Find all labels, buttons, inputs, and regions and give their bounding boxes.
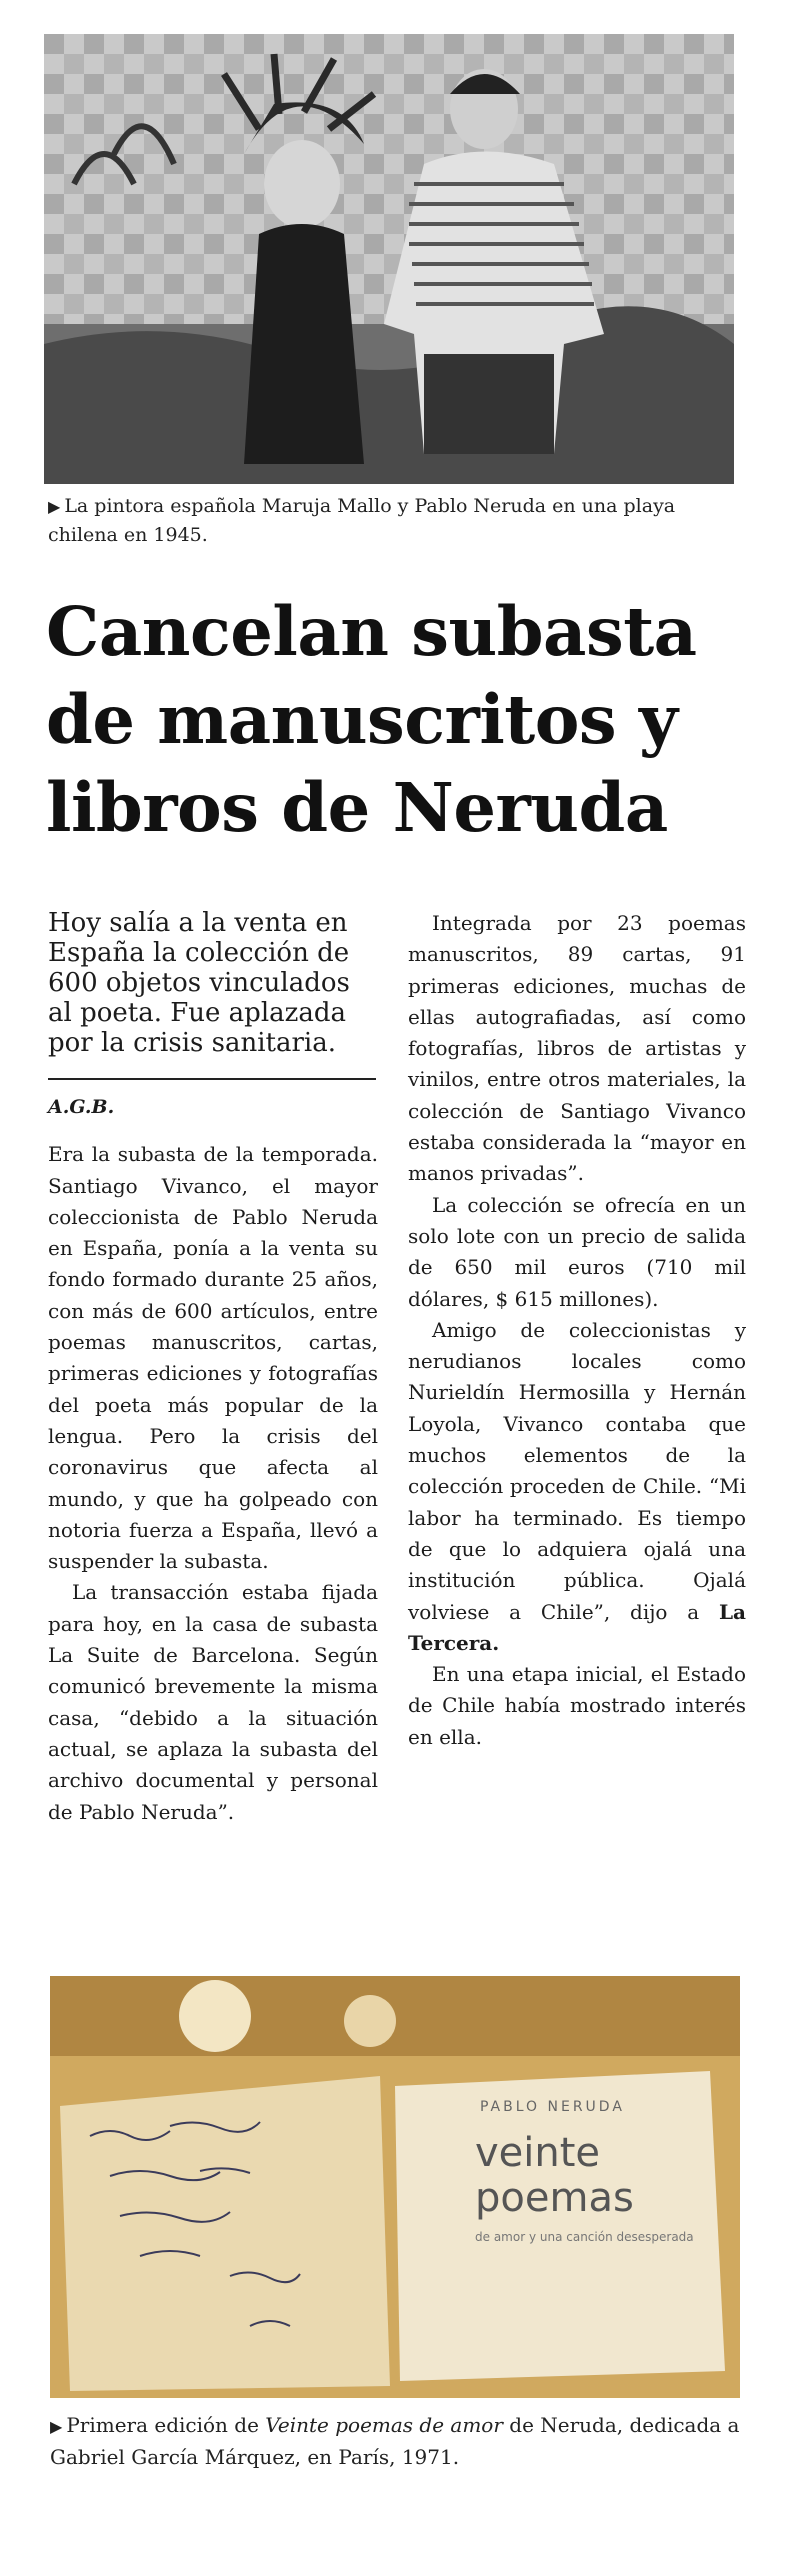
book-author: PABLO NERUDA <box>480 2099 625 2115</box>
photo-neruda-mallo <box>44 34 734 484</box>
paragraph-3: Integrada por 23 poemas manuscritos, 89 cartas, 91 primeras ediciones, muchas de ellas autografiadas, así como fotografías, libros de artistas y vinilos, entre otros materiales, la colección de Santiago Vivanco estaba considerada la “mayor en manos privadas”. <box>408 911 746 1186</box>
triangle-pointer-icon: ▶ <box>48 497 61 516</box>
photo-veinte-poemas <box>50 1976 740 2398</box>
divider <box>48 1078 376 1080</box>
book-title-italic: Veinte poemas de amor <box>265 2413 503 2437</box>
lede: Hoy salía a la venta en España la colección de 600 objetos vinculados al poeta. Fue aplazada por la crisis sanitaria. <box>48 908 350 1058</box>
photo-caption-top: ▶ La pintora española Maruja Mallo y Pablo Neruda en una playa chilena en 1945. <box>48 495 676 546</box>
photo-caption-bottom: ▶ Primera edición de Veinte poemas de amor de Neruda, dedicada a Gabriel García Márquez, en París, 1971. <box>50 2413 740 2469</box>
paragraph-4: La colección se ofrecía en un solo lote con un precio de salida de 650 mil euros (710 mil dólares, $ 615 millones). <box>408 1192 746 1311</box>
article-column-left <box>48 908 378 1828</box>
source-name: La Tercera. <box>408 1599 747 1655</box>
book-title-line-1: veinte <box>475 2130 601 2176</box>
paragraph-6: En una etapa inicial, el Estado de Chile había mostrado interés en ella. <box>408 1662 746 1749</box>
byline: A.G.B. <box>48 1096 115 1118</box>
headline: Cancelan subasta de manuscritos y libros de Neruda <box>46 592 697 847</box>
book-subtitle: de amor y una canción desesperada <box>475 2230 694 2244</box>
article-column-right <box>408 908 746 1753</box>
paragraph-2: La transacción estaba fijada para hoy, en la casa de subasta La Suite de Barcelona. Según comunicó brevemente la misma casa, “debido a la situación actual, se aplaza la subasta del archivo documental y personal de Pablo Neruda”. <box>48 1580 378 1824</box>
paragraph-1: Era la subasta de la temporada. Santiago Vivanco, el mayor coleccionista de Pablo Neruda en España, ponía a la venta su fondo formado durante 25 años, con más de 600 artículos, entre poemas manuscritos, cartas, primeras ediciones y fotografías del poeta más popular de la lengua. Pero la crisis del coronavirus que afecta al mundo, y que ha golpeado con notoria fuerza a España, llevó a suspender la subasta. <box>48 1142 378 1574</box>
triangle-pointer-icon: ▶ <box>50 2417 63 2436</box>
book-title-line-2: poemas <box>475 2175 634 2221</box>
paragraph-5: Amigo de coleccionistas y nerudianos locales como Nurieldín Hermosilla y Hernán Loyola, Vivanco contaba que muchos elementos de la colección proceden de Chile. “Mi labor ha terminado. Es tiempo de que lo adquiera ojalá una institución pública. Ojalá volviese a Chile”, dijo a La Tercera. <box>408 1317 747 1655</box>
